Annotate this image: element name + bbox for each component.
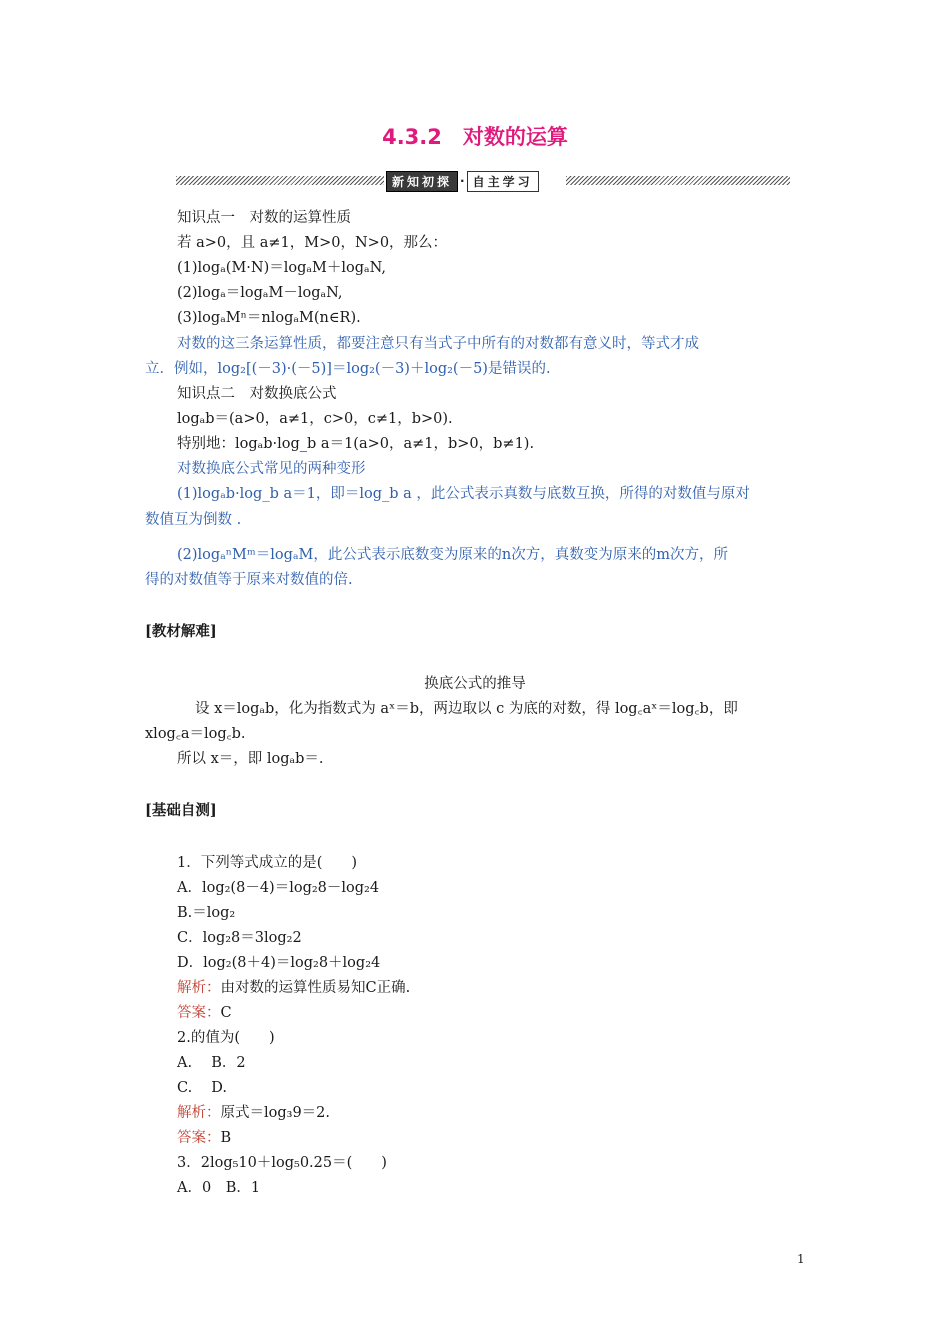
page-title: 4.3.2 对数的运算 <box>382 125 568 149</box>
explanation-label: 解析： <box>177 980 221 996</box>
q2-answer <box>177 1128 842 1148</box>
q1-option-b: B.＝log₂ <box>177 905 236 921</box>
banner-left-label: 新知初探 <box>386 171 458 192</box>
variants-heading: 对数换底公式常见的两种变形 <box>177 461 366 477</box>
condition-text: 若 a>0，且 a≠1，M>0，N>0，那么： <box>177 235 448 251</box>
answer-value: C <box>220 1005 232 1021</box>
derivation-line-1: 设 x＝logₐb，化为指数式为 aˣ＝b，两边取以 c 为底的对数，得 log꜀aˣ＝log꜀b，即 <box>195 701 738 717</box>
q2-explanation <box>177 1103 842 1123</box>
explanation-label: 解析： <box>177 1105 221 1121</box>
change-of-base-formula: logₐb＝(a>0，a≠1，c>0，c≠1，b>0). <box>177 411 453 427</box>
question-1: 1．下列等式成立的是( ) <box>177 855 358 871</box>
explanation-text: 原式＝log₃9＝2. <box>220 1105 331 1121</box>
variant-2-line-2: 得的对数值等于原来对数值的倍. <box>145 572 353 588</box>
answer-value: B <box>220 1130 232 1146</box>
q3-options-ab: A．0 B．1 <box>177 1180 261 1196</box>
section-heading-selftest: [基础自测] <box>145 802 217 819</box>
section-banner <box>176 172 790 190</box>
question-2: 2.的值为( ) <box>177 1030 275 1046</box>
variant-2-line-1: (2)logₐⁿMᵐ＝logₐM，此公式表示底数变为原来的n次方，真数变为原来的m次方，所 <box>177 547 728 563</box>
knowledge-point-1-heading: 知识点一 对数的运算性质 <box>177 210 351 226</box>
derivation-line-3: 所以 x＝，即 logₐb＝. <box>177 751 324 767</box>
explanation-text: 由对数的运算性质易知C正确. <box>220 980 411 996</box>
q2-options-cd: C. D. <box>177 1080 228 1096</box>
variant-1-line-1: (1)logₐb·log_b a＝1，即＝log_b a ，此公式表示真数与底数互换，所得的对数值与原对 <box>177 486 750 502</box>
banner-hatch-left <box>176 176 384 185</box>
answer-label: 答案： <box>177 1005 221 1021</box>
banner-hatch-right <box>566 176 790 185</box>
derivation-title: 换底公式的推导 <box>424 676 526 692</box>
derivation-line-2: xlog꜀a＝log꜀b. <box>145 726 246 742</box>
q2-options-ab: A. B．2 <box>177 1055 246 1071</box>
knowledge-point-2-heading: 知识点二 对数换底公式 <box>177 386 337 402</box>
question-3: 3．2log₅10＋log₅0.25＝( ) <box>177 1155 387 1171</box>
variant-1-line-2: 数值互为倒数 . <box>145 512 242 528</box>
banner-dot: · <box>460 174 465 188</box>
q1-option-d: D．log₂(8＋4)＝log₂8＋log₂4 <box>177 955 381 971</box>
q1-option-a: A．log₂(8－4)＝log₂8－log₂4 <box>177 880 380 896</box>
property-2: (2)logₐ＝logₐM－logₐN, <box>177 285 343 301</box>
property-3: (3)logₐMⁿ＝nlogₐM(n∈R). <box>177 310 361 326</box>
answer-label: 答案： <box>177 1130 221 1146</box>
note-line-1: 对数的这三条运算性质，都要注意只有当式子中所有的对数都有意义时，等式才成 <box>177 336 699 352</box>
banner-label <box>386 172 539 190</box>
property-1: (1)logₐ(M·N)＝logₐM＋logₐN, <box>177 260 386 276</box>
q1-explanation <box>177 978 842 998</box>
q1-option-c: C．log₂8＝3log₂2 <box>177 930 302 946</box>
q1-answer <box>177 1003 842 1023</box>
page-number: 1 <box>797 1252 805 1266</box>
special-case: 特别地：logₐb·log_b a＝1(a>0，a≠1，b>0，b≠1). <box>177 436 535 452</box>
section-heading-textbook: [教材解难] <box>145 623 217 640</box>
banner-right-label: 自主学习 <box>467 171 539 192</box>
note-line-2: 立．例如，log₂[(－3)·(－5)]＝log₂(－3)＋log₂(－5)是错误的. <box>145 361 551 377</box>
